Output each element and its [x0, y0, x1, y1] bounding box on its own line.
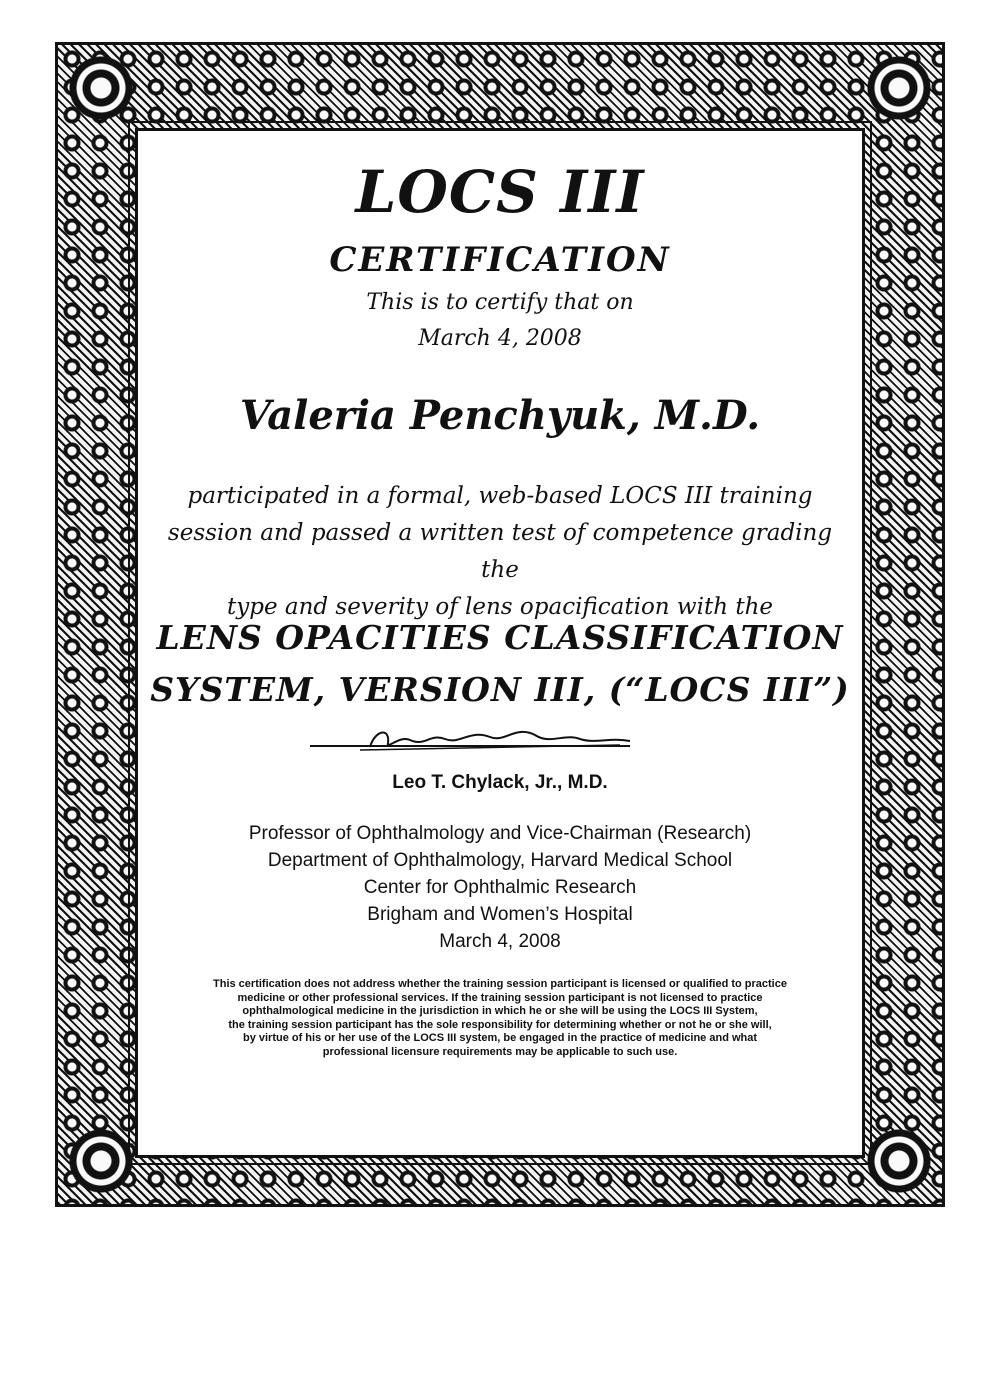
title-line: Brigham and Women’s Hospital: [367, 904, 633, 925]
disclaimer-line: professional licensure requirements may be applicable to such use.: [322, 1045, 678, 1058]
corner-ornament-top-right: [864, 53, 934, 123]
certificate-title: LOCS III: [355, 158, 645, 226]
handwritten-signature: [330, 715, 630, 765]
disclaimer-line: by virtue of his or her use of the LOCS III system, be engaged in the practice of medicine and what: [242, 1032, 758, 1044]
disclaimer: [175, 978, 825, 1059]
certify-line: This is to certify that on: [366, 290, 634, 315]
body-line: participated in a formal, web-based LOCS III training: [187, 483, 813, 509]
title-line: Center for Ophthalmic Research: [363, 877, 637, 898]
body-line: session and passed a written test of competence grading the: [167, 520, 833, 583]
certification-date: March 4, 2008: [418, 326, 582, 351]
system-name: [140, 612, 860, 716]
disclaimer-line: ophthalmological medicine in the jurisdiction in which he or she will be using the LOCS III System,: [242, 1005, 758, 1017]
body-line: type and severity of lens opacification with the: [226, 594, 774, 620]
system-line: LENS OPACITIES CLASSIFICATION: [156, 618, 844, 657]
disclaimer-line: This certification does not address whether the training session participant is licensed or qualified to practice: [213, 978, 787, 990]
corner-ornament-bottom-right: [864, 1126, 934, 1196]
corner-ornament-top-left: [66, 53, 136, 123]
corner-ornament-bottom-left: [66, 1126, 136, 1196]
certificate-subtitle: CERTIFICATION: [329, 240, 671, 280]
signatory-titles: [0, 820, 1000, 955]
system-line: SYSTEM, VERSION III, (“LOCS III”): [150, 670, 850, 709]
title-line: Department of Ophthalmology, Harvard Medical School: [267, 850, 733, 871]
disclaimer-line: the training session participant has the sole responsibility for determining whether or not he or she will,: [228, 1018, 772, 1031]
title-line: Professor of Ophthalmology and Vice-Chairman (Research): [248, 823, 752, 844]
issue-date: March 4, 2008: [439, 931, 561, 952]
disclaimer-line: medicine or other professional services. If the training session participant is not licensed to practice: [237, 991, 763, 1004]
signature-line: [310, 745, 630, 747]
recipient-name: Valeria Penchyuk, M.D.: [239, 392, 761, 439]
certificate-body: [150, 478, 850, 626]
signatory-name: Leo T. Chylack, Jr., M.D.: [392, 772, 608, 793]
